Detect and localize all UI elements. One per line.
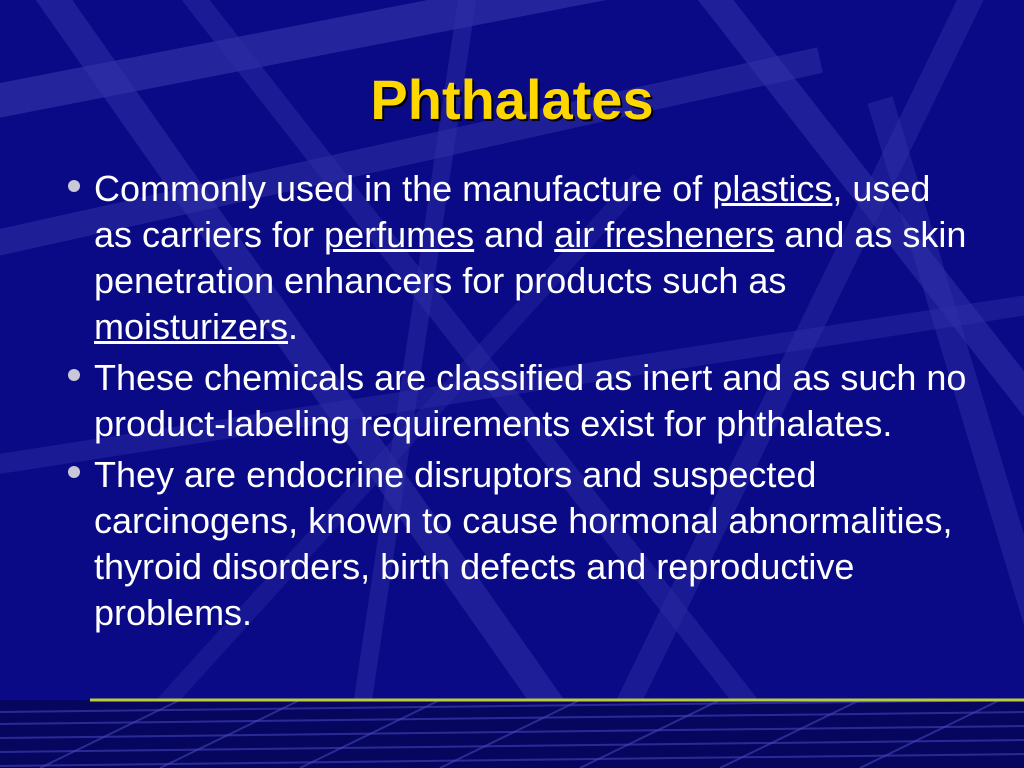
bullet-1-text-part: and xyxy=(474,214,555,255)
bullet-text-3: They are endocrine disruptors and suspected carcinogens, known to cause hormonal abnormalities, thyroid disorders, birth defects and reproductive problems. xyxy=(94,454,953,633)
bullet-text-1 xyxy=(94,166,970,350)
bullet-dot-icon xyxy=(68,466,80,478)
slide-title: Phthalates xyxy=(370,68,654,131)
perfumes-link[interactable]: perfumes xyxy=(324,214,475,255)
bullet-dot-icon xyxy=(68,369,80,381)
air-fresheners-link[interactable]: air fresheners xyxy=(554,214,775,255)
bullet-1-text-part: and as skin penetration enhancers for products such as xyxy=(94,214,967,301)
bullet-1-text-part: , used as carriers for xyxy=(94,168,931,255)
plastics-link[interactable]: plastics xyxy=(712,168,833,209)
bullet-1-text-part: Commonly used in the manufacture of xyxy=(94,168,713,209)
bullet-list xyxy=(60,166,970,641)
moisturizers-link[interactable]: moisturizers xyxy=(94,306,289,347)
bullet-text-2: These chemicals are classified as inert and as such no product-labeling requirements exist for phthalates. xyxy=(94,357,967,444)
bullet-item-1 xyxy=(60,166,970,350)
bullet-dot-icon xyxy=(68,180,80,192)
bullet-item-3 xyxy=(60,452,970,636)
bullet-1-text-part: . xyxy=(288,306,299,347)
bullet-item-2 xyxy=(60,355,970,447)
